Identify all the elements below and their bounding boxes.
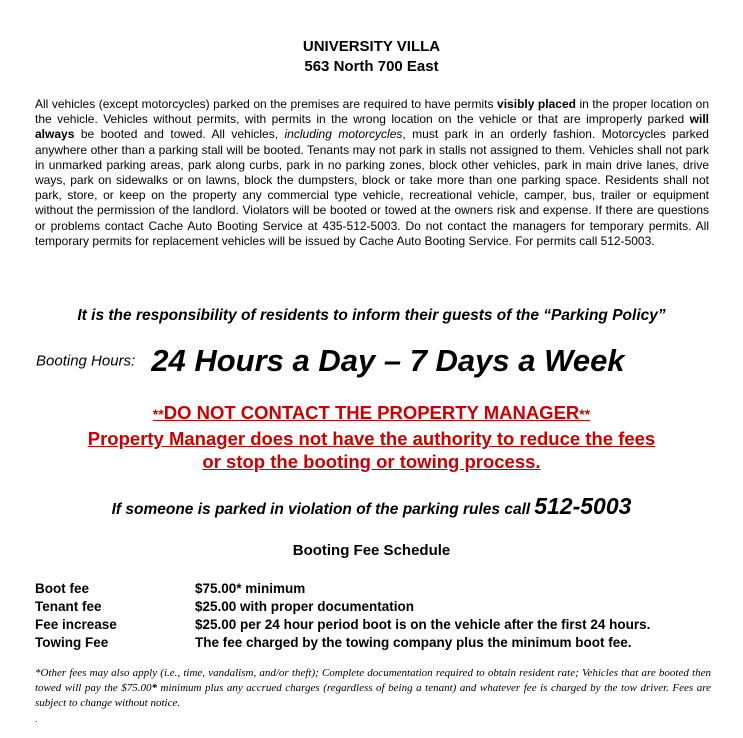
warning-line-1: DO NOT CONTACT THE PROPERTY MANAGER <box>163 402 580 423</box>
footnote-text-2: minimum plus any accrued charges (regardless of being a tenant) and whatever fee is charged by the tow driver. Fees are subject to change without notice. <box>35 682 711 709</box>
booting-hours-label: Booting Hours: <box>36 352 136 370</box>
fee-row <box>35 634 725 652</box>
parking-rules-paragraph <box>35 97 709 249</box>
fee-value: $25.00 per 24 hour period boot is on the vehicle after the first 24 hours. <box>195 617 651 632</box>
rules-bold-will-always: will always <box>35 112 709 142</box>
fee-row <box>35 580 725 598</box>
trailing-dot: . <box>35 714 38 724</box>
warning-stars-left: ** <box>152 406 164 422</box>
rules-text-3: be booted and towed. All vehicles, <box>74 127 285 142</box>
property-name: UNIVERSITY VILLA <box>302 38 441 55</box>
warning-do-not-contact <box>0 401 743 426</box>
guest-responsibility-notice: It is the responsibility of residents to inform their guests of the “Parking Policy” <box>77 307 666 324</box>
violation-call-line <box>0 493 743 520</box>
fee-name: Towing Fee <box>35 635 109 650</box>
rules-text-1: All vehicles (except motorcycles) parked on the premises are required to have permits <box>35 97 498 111</box>
footnote-star: * <box>151 682 157 694</box>
warning-line-3: or stop the booting or towing process. <box>202 451 541 472</box>
rules-text-4: , must park in an orderly fashion. Motorcycles parked anywhere other than a parking stall will be booted. Tenants may not park in stalls not assigned to them. Vehicles shall not park in unmarked parking areas, park along curbs, park in no parking zones, block other vehicles, park in main drive lanes, drive ways, park on sidewalks or on lawns, block the dumpsters, block or take more than one parking space. Residents shall not park, store, or keep on the property any commercial type vehicle, recreational vehicle, camper, bus, trailer or equipment without the permission of the landlord. Violators will be booted or towed at the owners risk and expense. If there are questions or problems contact Cache Auto Booting Service at 435-512-5003. Do not contact the managers for temporary permits. All temporary permits for replacement vehicles will be issued by Cache Auto Booting Service. For permits call 512-5003. <box>35 127 709 248</box>
rules-text-2: in the proper location on the vehicle. Vehicles without permits, with permits in the wrong location on the vehicle or that are improperly parked <box>35 97 710 127</box>
booting-hours <box>36 343 625 379</box>
violation-text: If someone is parked in violation of the parking rules call <box>111 501 531 518</box>
fee-value: The fee charged by the towing company plus the minimum boot fee. <box>195 635 632 650</box>
rules-bold-visibly-placed: visibly placed <box>497 97 576 111</box>
warning-line-2: Property Manager does not have the authority to reduce the fees <box>87 428 656 449</box>
fee-value: $25.00 with proper documentation <box>195 599 415 614</box>
fee-schedule-table <box>35 580 725 652</box>
fee-name: Fee increase <box>35 617 117 632</box>
fee-schedule-heading: Booting Fee Schedule <box>292 542 451 559</box>
fee-footnote <box>35 666 711 711</box>
rules-italic-motorcycles: including motorcycles <box>284 127 403 142</box>
fee-value: $75.00* minimum <box>195 581 306 596</box>
warning-stars-right: ** <box>579 406 591 422</box>
property-address: 563 North 700 East <box>304 58 439 75</box>
fee-name: Boot fee <box>35 581 89 596</box>
violation-phone-number: 512-5003 <box>534 493 632 519</box>
fee-row <box>35 616 725 634</box>
fee-row <box>35 598 725 616</box>
footnote-text-1: *Other fees may also apply (i.e., time, vandalism, and/or theft); Complete documentation required to obtain resident rate; Vehicles that are booted then towed will pay the $75.00 <box>35 667 711 694</box>
fee-name: Tenant fee <box>35 599 102 614</box>
booting-hours-value: 24 Hours a Day – 7 Days a Week <box>151 343 625 378</box>
